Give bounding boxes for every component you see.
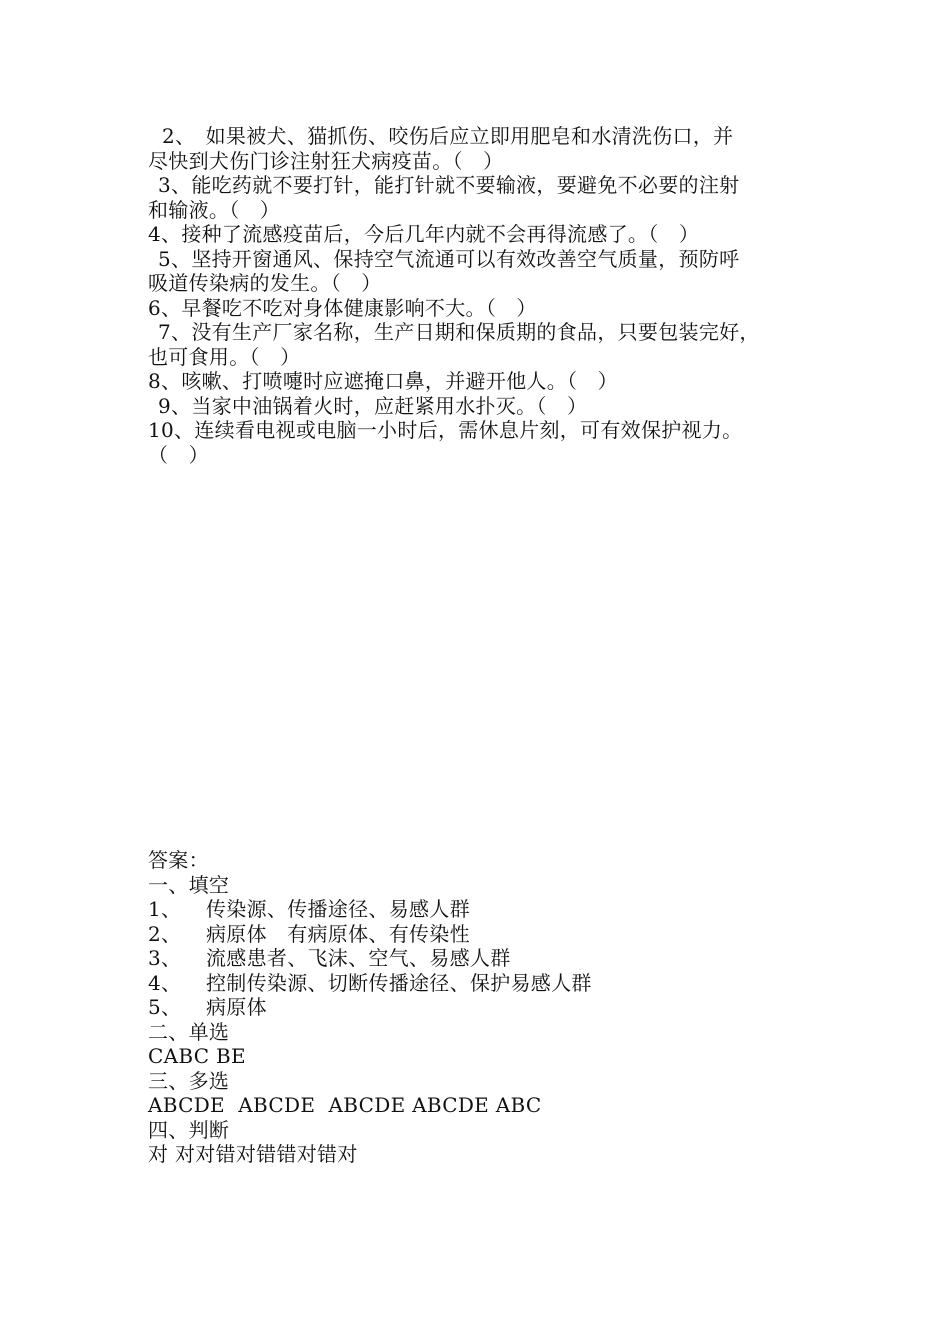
multiple-choice-answers: ABCDE ABCDE ABCDE ABCDE ABC (148, 1093, 542, 1117)
fill-blank-item-number: 5、 (148, 995, 182, 1019)
fill-blank-item (148, 922, 818, 947)
question-9-line-1: 9、当家中油锅着火时，应赶紧用水扑灭。（ ） (158, 393, 588, 418)
answers-title: 答案： (148, 848, 209, 872)
question-6-line-1: 6、早餐吃不吃对身体健康影响不大。（ ） (148, 295, 537, 320)
fill-blank-item-text: 流感患者、飞沫、空气、易感人群 (206, 946, 511, 970)
question-10-line-1: 10、连续看电视或电脑一小时后，需休息片刻，可有效保护视力。 (148, 418, 743, 442)
fill-blank-item-number: 1、 (148, 897, 182, 921)
fill-blank-item-text: 传染源、传播途径、易感人群 (206, 897, 470, 921)
fill-blank-item-number: 4、 (148, 970, 182, 995)
question-10-line-2: （ ） (148, 442, 209, 467)
fill-blank-item (148, 971, 818, 996)
fill-blank-item-text: 病原体 (206, 995, 267, 1019)
question-5-line-1: 5、坚持开窗通风、保持空气流通可以有效改善空气质量，预防呼 (158, 246, 740, 271)
fill-blank-item (148, 995, 818, 1020)
question-3-line-2: 和输液。（ ） (148, 197, 281, 222)
question-3-line-1: 3、能吃药就不要打针，能打针就不要输液，要避免不必要的注射 (158, 173, 740, 197)
question-5-line-2: 吸道传染病的发生。（ ） (148, 271, 382, 295)
question-7-line-1: 7、没有生产厂家名称，生产日期和保质期的食品，只要包装完好， (158, 320, 760, 344)
answer-section (148, 848, 818, 1167)
question-4-line-1: 4、接种了流感疫苗后，今后几年内就不会再得流感了。（ ） (148, 222, 700, 246)
fill-blank-item (148, 946, 818, 971)
question-8-line-1: 8、咳嗽、打喷嚏时应遮掩口鼻，并避开他人。（ ） (148, 369, 618, 393)
question-7-line-2: 也可食用。（ ） (148, 344, 301, 369)
judgment-answers: 对 对对错对错错对错对 (148, 1142, 358, 1166)
fill-blank-item-text: 控制传染源、切断传播途径、保护易感人群 (206, 970, 592, 995)
question-2-line-2: 尽快到犬伤门诊注射狂犬病疫苗。（ ） (148, 148, 504, 173)
single-choice-answers: CABC BE (148, 1044, 246, 1068)
judgment-questions (148, 124, 818, 467)
fill-blank-item-text: 病原体 有病原体、有传染性 (206, 921, 470, 946)
fill-blank-item-number: 2、 (148, 921, 182, 946)
judgment-heading: 四、判断 (148, 1117, 230, 1142)
fill-blank-heading: 一、填空 (148, 872, 230, 897)
fill-blank-item (148, 897, 818, 922)
multiple-choice-heading: 三、多选 (148, 1068, 230, 1093)
single-choice-heading: 二、单选 (148, 1019, 230, 1044)
question-2-line-1: 2、 如果被犬、猫抓伤、咬伤后应立即用肥皂和水清洗伤口，并 (162, 124, 734, 148)
fill-blank-item-number: 3、 (148, 946, 182, 970)
